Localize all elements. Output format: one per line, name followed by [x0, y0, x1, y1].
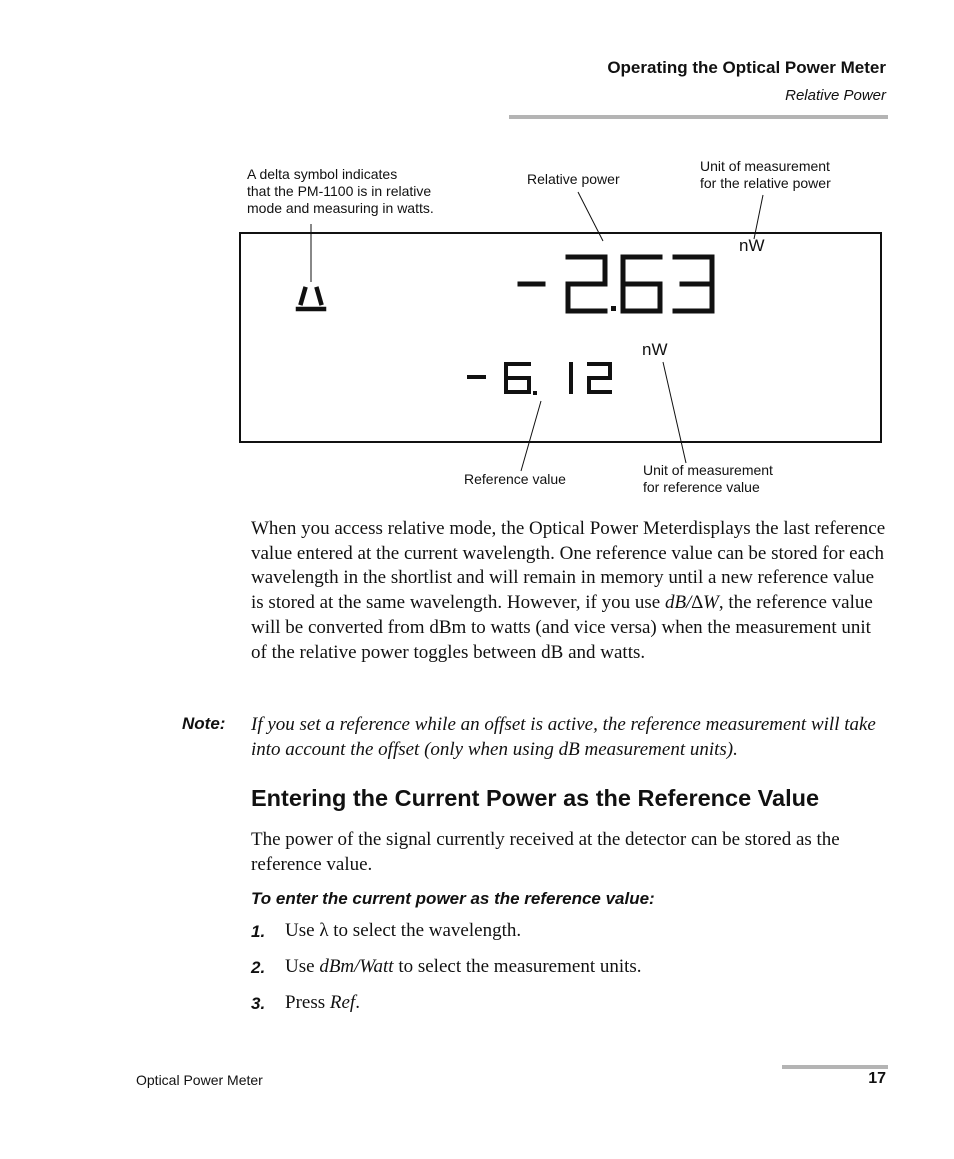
callout-line: for reference value [643, 479, 760, 495]
footer-rule [782, 1065, 888, 1069]
step-text-part: Use [285, 920, 320, 941]
step-text-part: . [355, 992, 360, 1013]
leader-unit-relative [754, 195, 763, 239]
step-number: 3. [251, 994, 266, 1013]
step-text-part: Press [285, 992, 330, 1013]
chapter-title: Operating the Optical Power Meter [607, 58, 886, 77]
note-label: Note: [182, 714, 226, 733]
callout-line: that the PM-1100 is in relative [247, 183, 432, 199]
step-text [285, 956, 642, 978]
callout-relative-power: Relative power [527, 171, 620, 187]
paragraph-current-power: The power of the signal currently received at the detector can be stored as the reference value. [251, 829, 840, 875]
relative-reading-digits [520, 257, 712, 311]
paragraph-text: , the reference value will be converted from dBm to watts (and vice versa) when the measurement unit of the relative power toggles between dB and watts. [251, 592, 873, 663]
callout-reference-value: Reference value [464, 471, 566, 487]
step-number: 2. [251, 958, 266, 977]
step-text-part: to select the measurement units. [393, 956, 642, 977]
step-text [285, 920, 521, 942]
page-number: 17 [868, 1070, 886, 1087]
callout-line: mode and measuring in watts. [247, 200, 434, 216]
step-text-part: to select the wavelength. [328, 920, 522, 941]
callout-line: for the relative power [700, 175, 831, 191]
paragraph-relative-mode [251, 517, 891, 665]
step-text-part: Use [285, 956, 320, 977]
paragraph-text: When you access relative mode, the Optical Power Meterdisplays the last reference value entered at the current wavelength. One reference value can be stored for each wavelength in the shortlist and will remain in memory until a new reference value is stored at the same wavelength. However, if you use [251, 518, 886, 614]
leader-relative-power [578, 192, 603, 241]
note-text: If you set a reference while an offset is active, the reference measurement will take into account the offset (only when using dB measurement units). [251, 714, 876, 760]
key-name-db-delta-w: dB/∆W [664, 592, 719, 614]
callout-line: Unit of measurement [700, 158, 830, 174]
section-heading: Entering the Current Power as the Reference Value [251, 785, 820, 811]
relative-unit-label: nW [739, 236, 765, 255]
dbm-watt-key: dBm/Watt [319, 956, 394, 977]
leader-lines [311, 192, 763, 471]
step-number: 1. [251, 922, 266, 941]
callout-line: A delta symbol indicates [247, 166, 398, 182]
section-title: Relative Power [785, 87, 886, 104]
callout-line: Unit of measurement [643, 462, 773, 478]
step-text [285, 992, 360, 1014]
leader-unit-reference [663, 362, 686, 463]
leader-reference-value [521, 401, 541, 471]
reference-reading-digits [469, 364, 610, 395]
procedure-heading: To enter the current power as the reference value: [251, 889, 655, 908]
lambda-key: λ [319, 920, 329, 941]
ref-key: Ref [329, 992, 356, 1013]
reference-unit-label: nW [642, 340, 668, 359]
footer-document-title: Optical Power Meter [136, 1072, 263, 1088]
delta-symbol-icon [298, 289, 324, 309]
